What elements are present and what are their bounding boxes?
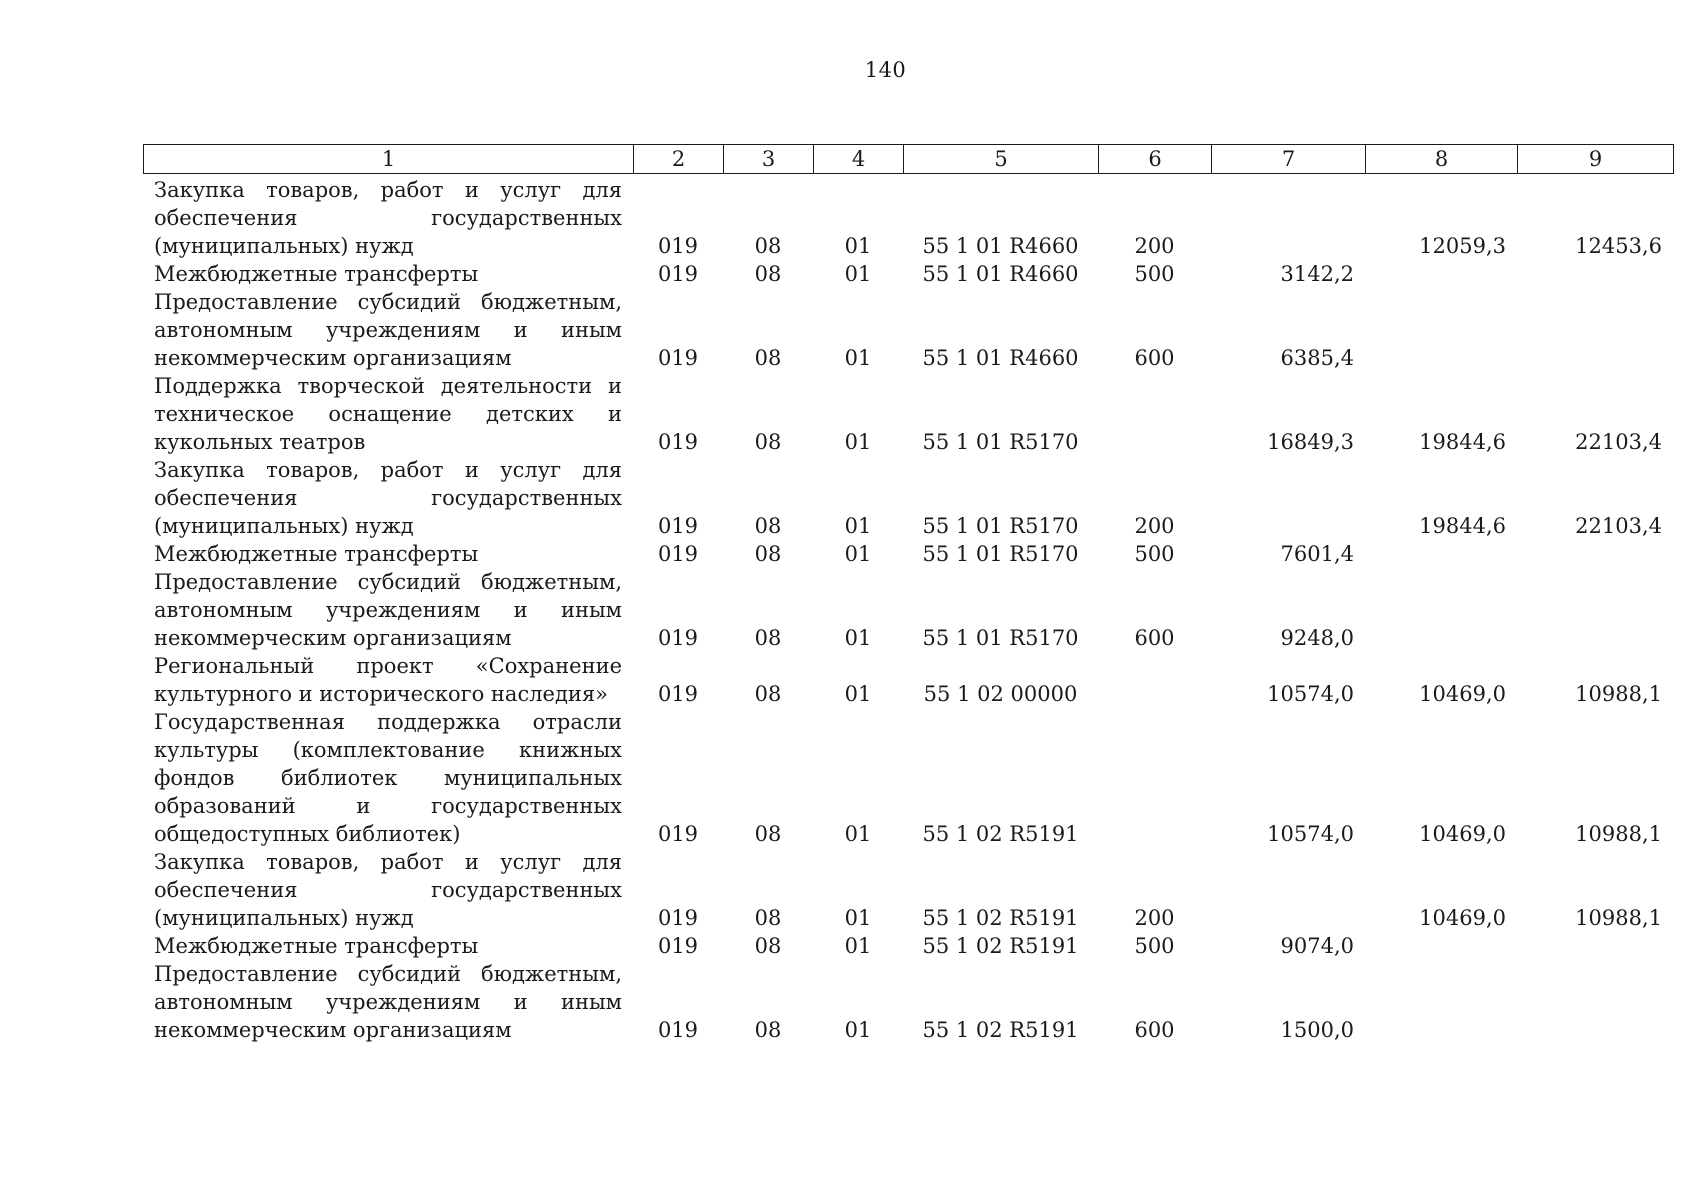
cell-col-4: 01	[844, 430, 872, 454]
cell-col-9	[1517, 260, 1673, 288]
cell-col-7: 9248,0	[1280, 626, 1354, 650]
column-header-8: 8	[1366, 145, 1518, 174]
cell-col-7: 10574,0	[1267, 822, 1354, 846]
cell-col-2: 019	[657, 906, 699, 930]
cell-col-3: 08	[754, 514, 782, 538]
cell-col-8	[1365, 568, 1517, 652]
row-name: Межбюджетные трансферты	[154, 542, 479, 566]
table-row	[143, 176, 1673, 260]
row-name: Региональный проект «Сохранение культурного и исторического наследия»	[154, 654, 622, 706]
cell-col-8: 12059,3	[1419, 234, 1506, 258]
cell-col-4: 01	[844, 262, 872, 286]
cell-col-8: 10469,0	[1419, 682, 1506, 706]
cell-col-2: 019	[657, 234, 699, 258]
cell-col-3: 08	[754, 822, 782, 846]
cell-col-3: 08	[754, 1018, 782, 1042]
cell-col-8: 19844,6	[1419, 514, 1506, 538]
cell-col-6: 600	[1134, 626, 1175, 650]
cell-col-5: 55 1 02 R5191	[922, 934, 1079, 958]
table-row	[143, 288, 1673, 372]
cell-col-8	[1365, 288, 1517, 372]
column-header-4: 4	[814, 145, 904, 174]
cell-col-6: 200	[1134, 906, 1175, 930]
cell-col-6: 200	[1134, 234, 1175, 258]
cell-col-4: 01	[844, 542, 872, 566]
cell-col-6: 500	[1134, 934, 1175, 958]
table-row	[143, 372, 1673, 456]
cell-col-5: 55 1 01 R4660	[922, 262, 1079, 286]
header-row	[144, 145, 1674, 174]
cell-col-7: 3142,2	[1280, 262, 1354, 286]
cell-col-3: 08	[754, 626, 782, 650]
cell-col-3: 08	[754, 262, 782, 286]
cell-col-5: 55 1 01 R5170	[922, 542, 1079, 566]
column-header-9: 9	[1518, 145, 1674, 174]
cell-col-7	[1211, 176, 1365, 260]
cell-col-5: 55 1 01 R4660	[922, 234, 1079, 258]
cell-col-9	[1517, 568, 1673, 652]
table-row	[143, 960, 1673, 1044]
budget-table	[143, 176, 1673, 1044]
table-row	[143, 652, 1673, 708]
cell-col-2: 019	[657, 514, 699, 538]
cell-col-9: 22103,4	[1575, 430, 1662, 454]
cell-col-2: 019	[657, 1018, 699, 1042]
cell-col-8	[1365, 960, 1517, 1044]
cell-col-8: 10469,0	[1419, 822, 1506, 846]
cell-col-9: 10988,1	[1575, 682, 1662, 706]
cell-col-3: 08	[754, 682, 782, 706]
cell-col-6: 200	[1134, 514, 1175, 538]
cell-col-9: 10988,1	[1575, 822, 1662, 846]
table-row	[143, 540, 1673, 568]
cell-col-4: 01	[844, 234, 872, 258]
cell-col-7: 10574,0	[1267, 682, 1354, 706]
column-header-5: 5	[904, 145, 1099, 174]
cell-col-8: 19844,6	[1419, 430, 1506, 454]
cell-col-4: 01	[844, 346, 872, 370]
table-row	[143, 260, 1673, 288]
table-row	[143, 848, 1673, 932]
cell-col-5: 55 1 02 00000	[923, 682, 1078, 706]
cell-col-9	[1517, 960, 1673, 1044]
cell-col-3: 08	[754, 430, 782, 454]
cell-col-9	[1517, 288, 1673, 372]
cell-col-2: 019	[657, 822, 699, 846]
cell-col-7: 6385,4	[1280, 346, 1354, 370]
cell-col-6	[1098, 372, 1211, 456]
row-name: Поддержка творческой деятельности и техническое оснащение детских и кукольных театров	[154, 374, 622, 454]
row-name: Межбюджетные трансферты	[154, 934, 479, 958]
cell-col-5: 55 1 02 R5191	[922, 822, 1079, 846]
cell-col-7: 16849,3	[1267, 430, 1354, 454]
cell-col-6: 600	[1134, 1018, 1175, 1042]
cell-col-4: 01	[844, 934, 872, 958]
cell-col-8: 10469,0	[1419, 906, 1506, 930]
cell-col-9	[1517, 932, 1673, 960]
table-row	[143, 568, 1673, 652]
cell-col-5: 55 1 01 R5170	[922, 514, 1079, 538]
cell-col-2: 019	[657, 682, 699, 706]
row-name: Закупка товаров, работ и услуг для обеспечения государственных (муниципальных) нужд	[154, 850, 622, 930]
cell-col-3: 08	[754, 234, 782, 258]
row-name: Предоставление субсидий бюджетным, автономным учреждениям и иным некоммерческим организациям	[154, 962, 622, 1042]
cell-col-4: 01	[844, 1018, 872, 1042]
cell-col-4: 01	[844, 906, 872, 930]
cell-col-5: 55 1 02 R5191	[922, 906, 1079, 930]
cell-col-8	[1365, 540, 1517, 568]
cell-col-7	[1211, 848, 1365, 932]
row-name: Предоставление субсидий бюджетным, автономным учреждениям и иным некоммерческим организациям	[154, 290, 622, 370]
cell-col-7: 9074,0	[1280, 934, 1354, 958]
cell-col-6: 600	[1134, 346, 1175, 370]
table-header	[143, 144, 1674, 174]
row-name: Государственная поддержка отрасли культуры (комплектование книжных фондов библиотек муниципальных образований и государственных общедоступных библиотек)	[154, 710, 622, 846]
cell-col-2: 019	[657, 626, 699, 650]
cell-col-4: 01	[844, 514, 872, 538]
cell-col-9: 22103,4	[1575, 514, 1662, 538]
row-name: Закупка товаров, работ и услуг для обеспечения государственных (муниципальных) нужд	[154, 178, 622, 258]
cell-col-9: 10988,1	[1575, 906, 1662, 930]
column-header-1: 1	[144, 145, 634, 174]
table-row	[143, 708, 1673, 848]
table-row	[143, 932, 1673, 960]
cell-col-2: 019	[657, 542, 699, 566]
cell-col-5: 55 1 01 R5170	[922, 430, 1079, 454]
page-number: 140	[864, 58, 907, 82]
cell-col-6	[1098, 708, 1211, 848]
cell-col-4: 01	[844, 822, 872, 846]
cell-col-5: 55 1 01 R5170	[922, 626, 1079, 650]
row-name: Межбюджетные трансферты	[154, 262, 479, 286]
cell-col-6: 500	[1134, 262, 1175, 286]
cell-col-7: 1500,0	[1280, 1018, 1354, 1042]
table-row	[143, 456, 1673, 540]
row-name: Предоставление субсидий бюджетным, автономным учреждениям и иным некоммерческим организациям	[154, 570, 622, 650]
cell-col-9	[1517, 540, 1673, 568]
cell-col-2: 019	[657, 430, 699, 454]
cell-col-6: 500	[1134, 542, 1175, 566]
cell-col-9: 12453,6	[1575, 234, 1662, 258]
cell-col-6	[1098, 652, 1211, 708]
column-header-3: 3	[724, 145, 814, 174]
cell-col-4: 01	[844, 682, 872, 706]
cell-col-7	[1211, 456, 1365, 540]
cell-col-8	[1365, 932, 1517, 960]
column-header-6: 6	[1099, 145, 1212, 174]
cell-col-7: 7601,4	[1280, 542, 1354, 566]
column-header-7: 7	[1212, 145, 1366, 174]
cell-col-2: 019	[657, 346, 699, 370]
row-name: Закупка товаров, работ и услуг для обеспечения государственных (муниципальных) нужд	[154, 458, 622, 538]
cell-col-8	[1365, 260, 1517, 288]
cell-col-3: 08	[754, 346, 782, 370]
cell-col-2: 019	[657, 262, 699, 286]
cell-col-5: 55 1 01 R4660	[922, 346, 1079, 370]
cell-col-4: 01	[844, 626, 872, 650]
column-header-2: 2	[634, 145, 724, 174]
cell-col-5: 55 1 02 R5191	[922, 1018, 1079, 1042]
cell-col-2: 019	[657, 934, 699, 958]
cell-col-3: 08	[754, 542, 782, 566]
cell-col-3: 08	[754, 906, 782, 930]
cell-col-3: 08	[754, 934, 782, 958]
